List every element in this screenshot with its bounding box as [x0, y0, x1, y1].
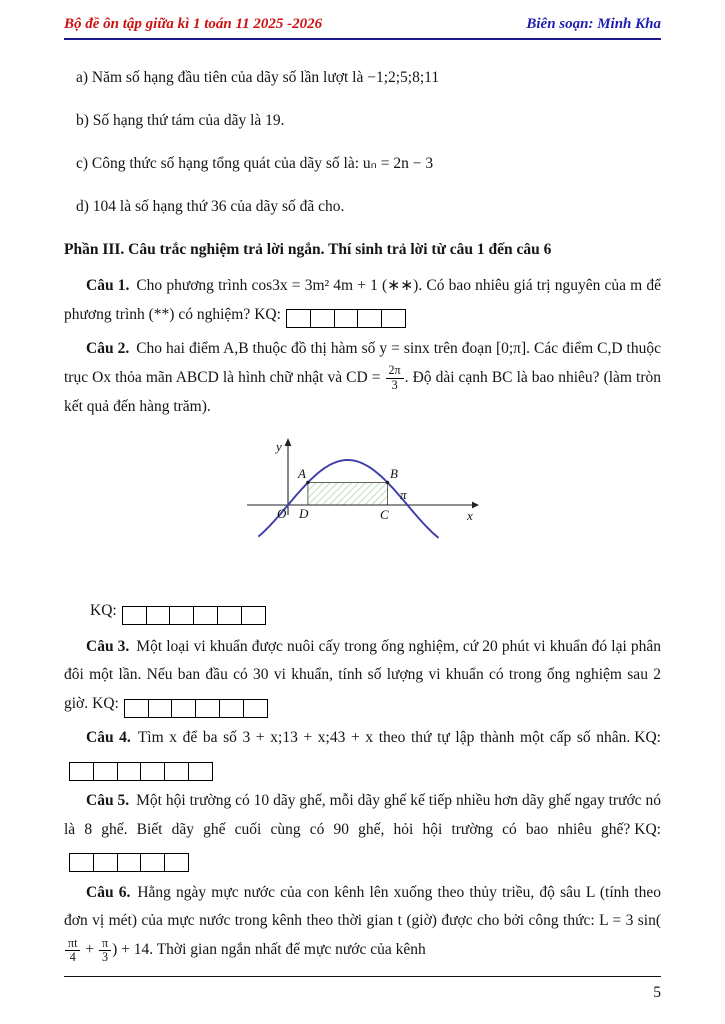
answer-cell: [93, 853, 118, 872]
answer-cell: [117, 853, 142, 872]
rectangle-abcd: [307, 483, 387, 506]
answer-cell: [243, 699, 268, 718]
statement-d: d) 104 là số hạng thứ 36 của dãy số đã cho.: [76, 198, 345, 215]
question-6-plus: +: [81, 940, 98, 958]
answer-cell: [171, 699, 196, 718]
answer-cell: [310, 309, 335, 328]
kq-boxes-q4: [69, 757, 213, 786]
answer-cell: [164, 853, 189, 872]
section-heading: Phần III. Câu trắc nghiệm trả lời ngắn. Thí sinh trả lời từ câu 1 đến câu 6: [64, 241, 552, 258]
question-2-text-2: . Độ dài cạnh BC là bao nhiêu? (làm tròn kết quả đến hàng trăm).: [64, 368, 661, 415]
kq-boxes-q1: [286, 305, 406, 334]
question-5: [64, 787, 661, 877]
label-a: A: [297, 466, 306, 482]
answer-cell: [241, 606, 266, 625]
label-d: D: [298, 506, 308, 522]
label-y: y: [275, 439, 282, 455]
point-a: [306, 481, 309, 484]
statement-b: b) Số hạng thứ tám của dãy là 19.: [76, 112, 285, 129]
question-4: [64, 724, 661, 785]
question-1-label: Câu 1.: [86, 277, 130, 294]
kq-boxes-q5: [69, 848, 189, 877]
answer-cell: [164, 762, 189, 781]
question-1: [64, 272, 661, 333]
question-6-text-2: Thời gian ngắn nhất để mực nước của kênh: [153, 940, 426, 958]
fraction-p3-numerator: π: [99, 937, 111, 952]
header-author: Biên soạn: Minh Kha: [526, 16, 661, 32]
question-6-formula-post: ) + 14.: [112, 940, 154, 958]
question-2-label: Câu 2.: [86, 340, 130, 357]
question-6-label: Câu 6.: [86, 883, 131, 901]
question-4-text: Tìm x để ba số 3 + x;13 + x;43 + x theo thứ tự lập thành một cấp số nhân.: [137, 729, 631, 747]
label-b: B: [389, 466, 398, 482]
fraction-pt4: [65, 937, 80, 965]
answer-cell: [169, 606, 194, 625]
question-2: [64, 335, 661, 421]
answer-cell: [69, 762, 94, 781]
question-3-label: Câu 3.: [86, 637, 130, 655]
kq-boxes-q2: [122, 606, 266, 625]
kq-label-q3: KQ:: [92, 694, 119, 712]
page-footer: [64, 976, 661, 1002]
question-6: [64, 879, 661, 965]
label-x: x: [466, 508, 473, 524]
question-5-text: Một hội trường có 10 dãy ghế, mỗi dãy ghế kế tiếp nhiều hơn dãy ghế ngay trước nó là 8 ghế. Biết dãy ghế cuối cùng có 90 ghế, hỏi hội trường có bao nhiêu ghế?: [64, 792, 661, 838]
question-1-text: Cho phương trình cos3x = 3m² 4m + 1 (∗∗). Có bao nhiêu giá trị nguyên của m để phương trình (**) có nghiệm?: [64, 277, 661, 323]
kq-boxes-q3: [124, 694, 268, 723]
question-5-label: Câu 5.: [86, 792, 130, 810]
answer-cell: [148, 699, 173, 718]
label-o: O: [276, 506, 286, 522]
fraction-cd: [386, 364, 404, 392]
question-3: [64, 633, 661, 723]
answer-cell: [286, 309, 311, 328]
fraction-p3-denominator: 3: [102, 950, 109, 965]
answer-cell: [195, 699, 220, 718]
answer-cell: [93, 762, 118, 781]
answer-cell: [140, 762, 165, 781]
answer-cell: [140, 853, 165, 872]
answer-cell: [122, 606, 147, 625]
header-title: Bộ đề ôn tập giữa kì 1 toán 11 2025 -2026: [64, 16, 323, 32]
statement-a: a) Năm số hạng đầu tiên của dãy số lần lượt là −1;2;5;8;11: [76, 69, 440, 86]
answer-cell: [188, 762, 213, 781]
x-axis-arrow-icon: [472, 502, 479, 509]
fraction-p3: [99, 937, 111, 965]
answer-cell: [193, 606, 218, 625]
page-header: [64, 16, 661, 33]
fraction-cd-denominator: 3: [391, 377, 398, 392]
answer-cell: [219, 699, 244, 718]
question-2-answer-line: [64, 602, 661, 625]
kq-label-q2: KQ:: [90, 602, 117, 620]
answer-cell: [146, 606, 171, 625]
sine-figure: [64, 435, 661, 568]
question-6-text-1: Hằng ngày mực nước của con kênh lên xuống theo thủy triều, độ sâu L (tính theo đơn vị mét) của mực nước trong kênh theo thời gian t (giờ) được cho bởi công thức:: [64, 883, 661, 930]
fraction-pt4-denominator: 4: [69, 950, 76, 965]
statement-c: c) Công thức số hạng tổng quát của dãy số là: uₙ = 2n − 3: [76, 155, 434, 172]
kq-label-q4: KQ:: [634, 729, 661, 747]
header-rule: [64, 38, 661, 40]
question-3-text: Một loại vi khuẩn được nuôi cấy trong ống nghiệm, cứ 20 phút vi khuẩn đó lại phân đôi một lần. Nếu ban đầu có 30 vi khuẩn, tính số lượng vi khuẩn có trong ống nghiệm sau 2 giờ.: [64, 637, 661, 712]
answer-cell: [69, 853, 94, 872]
question-6-formula-pre: L = 3 sin(: [599, 912, 661, 930]
document-body: [64, 64, 661, 965]
answer-cell: [117, 762, 142, 781]
point-b: [385, 481, 388, 484]
answer-cell: [217, 606, 242, 625]
answer-cell: [334, 309, 359, 328]
page-number: 5: [653, 984, 661, 1001]
label-pi: π: [399, 487, 407, 503]
answer-cell: [357, 309, 382, 328]
y-axis-arrow-icon: [284, 438, 291, 446]
question-4-label: Câu 4.: [86, 729, 131, 747]
kq-label-q1: KQ:: [254, 305, 281, 323]
fraction-pt4-numerator: πt: [65, 937, 80, 952]
fraction-cd-numerator: 2π: [386, 364, 404, 379]
sine-graph: [243, 435, 483, 563]
answer-cell: [381, 309, 406, 328]
label-c: C: [379, 507, 389, 523]
question-2-text-1: Cho hai điểm A,B thuộc đồ thị hàm số y = sinx trên đoạn [0;π]. Các điểm C,D thuộc trục Ox thỏa mãn ABCD là hình chữ nhật và CD =: [64, 340, 661, 386]
answer-cell: [124, 699, 149, 718]
kq-label-q5: KQ:: [634, 820, 661, 838]
